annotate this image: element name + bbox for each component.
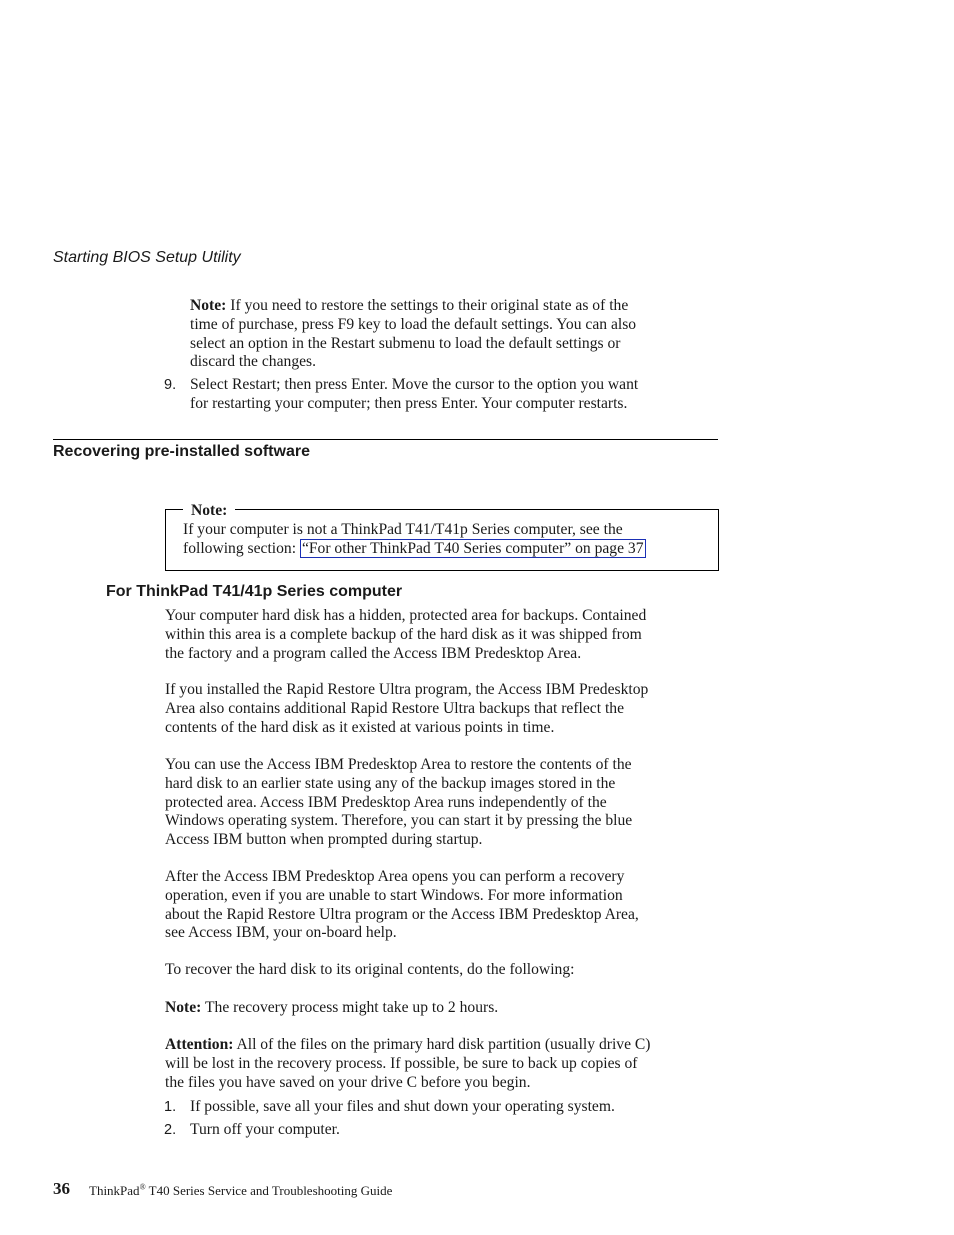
section-heading: Recovering pre-installed software — [53, 443, 310, 460]
note-box-line: following section: “For other ThinkPad T40 Series computer” on page 37 — [183, 539, 644, 557]
note-restore-defaults — [190, 297, 710, 372]
text-line: hard disk to an earlier state using any of the backup images stored in the — [165, 774, 616, 792]
note-line: time of purchase, press F9 key to load the default settings. You can also — [190, 315, 637, 333]
step-line: for restarting your computer; then press Enter. Your computer restarts. — [190, 394, 628, 412]
paragraph-rapid-restore — [165, 681, 725, 737]
text-line: contents of the hard disk as it existed at various points in time. — [165, 718, 555, 736]
text-line: see Access IBM, your on-board help. — [165, 924, 397, 942]
step-number: 1. — [164, 1099, 177, 1115]
paragraph-recover-intro — [165, 961, 725, 980]
running-head: Starting BIOS Setup Utility — [53, 249, 241, 266]
step-number: 9. — [164, 377, 177, 393]
step-line: Select Restart; then press Enter. Move the cursor to the option you want — [190, 376, 639, 393]
trademark-symbol: ® — [139, 1182, 146, 1192]
note-label: Note: — [190, 297, 227, 314]
note-box-label: Note: — [183, 502, 235, 521]
text-line: within this area is a complete backup of the hard disk as it was shipped from — [165, 625, 642, 643]
attention-label: Attention: — [165, 1036, 234, 1053]
text-line: After the Access IBM Predesktop Area opens you can perform a recovery — [165, 868, 625, 885]
text-line: about the Rapid Restore Ultra program or the Access IBM Predesktop Area, — [165, 905, 639, 923]
text-line: To recover the hard disk to its original contents, do the following: — [165, 961, 575, 978]
text-line: Windows operating system. Therefore, you can start it by pressing the blue — [165, 812, 633, 830]
paragraph-predesktop-use — [165, 756, 725, 850]
paragraph-hidden-area — [165, 607, 725, 663]
text-line: Area also contains additional Rapid Restore Ultra backups that reflect the — [165, 699, 624, 717]
text-line: Your computer hard disk has a hidden, protected area for backups. Contained — [165, 607, 647, 624]
text-line: If you installed the Rapid Restore Ultra program, the Access IBM Predesktop — [165, 681, 649, 698]
note-line: Note: If you need to restore the settings to their original state as of the — [190, 297, 629, 314]
step-9 — [190, 376, 710, 414]
text-line: protected area. Access IBM Predesktop Area runs independently of the — [165, 793, 607, 811]
text-line: You can use the Access IBM Predesktop Area to restore the contents of the — [165, 756, 632, 773]
paragraph-recovery-operation — [165, 868, 725, 943]
text-line: the files you have saved on your drive C before you begin. — [165, 1073, 531, 1091]
note-box-content — [183, 521, 713, 559]
footer-title: ThinkPad® T40 Series Service and Troubleshooting Guide — [89, 1182, 393, 1198]
text-line: operation, even if you are unable to start Windows. For more information — [165, 886, 623, 904]
note-line: discard the changes. — [190, 353, 316, 371]
note-label: Note: — [165, 999, 202, 1016]
note-recovery-time: Note: The recovery process might take up to 2 hours. — [165, 999, 499, 1016]
note-line: select an option in the Restart submenu to load the default settings or — [190, 334, 621, 352]
note-box-line: If your computer is not a ThinkPad T41/T41p Series computer, see the — [183, 521, 623, 538]
page-number: 36 — [53, 1179, 70, 1198]
subsection-heading: For ThinkPad T41/41p Series computer — [106, 583, 403, 600]
attention-notice: Attention: All of the files on the primary hard disk partition (usually drive C) will be lost in the recovery process. If possible, be sure to back up copies of the files you have saved on your drive C before you begin. — [165, 1036, 725, 1092]
step-1: If possible, save all your files and shut down your operating system. — [190, 1098, 615, 1115]
text-line: Access IBM button when prompted during startup. — [165, 831, 483, 849]
cross-reference-link[interactable]: “For other ThinkPad T40 Series computer” on page 37 — [301, 539, 644, 557]
section-rule — [53, 439, 718, 440]
step-number: 2. — [164, 1122, 177, 1138]
text-line: will be lost in the recovery process. If possible, be sure to back up copies of — [165, 1054, 638, 1072]
step-2: Turn off your computer. — [190, 1121, 340, 1138]
text-line: the factory and a program called the Access IBM Predesktop Area. — [165, 644, 582, 662]
